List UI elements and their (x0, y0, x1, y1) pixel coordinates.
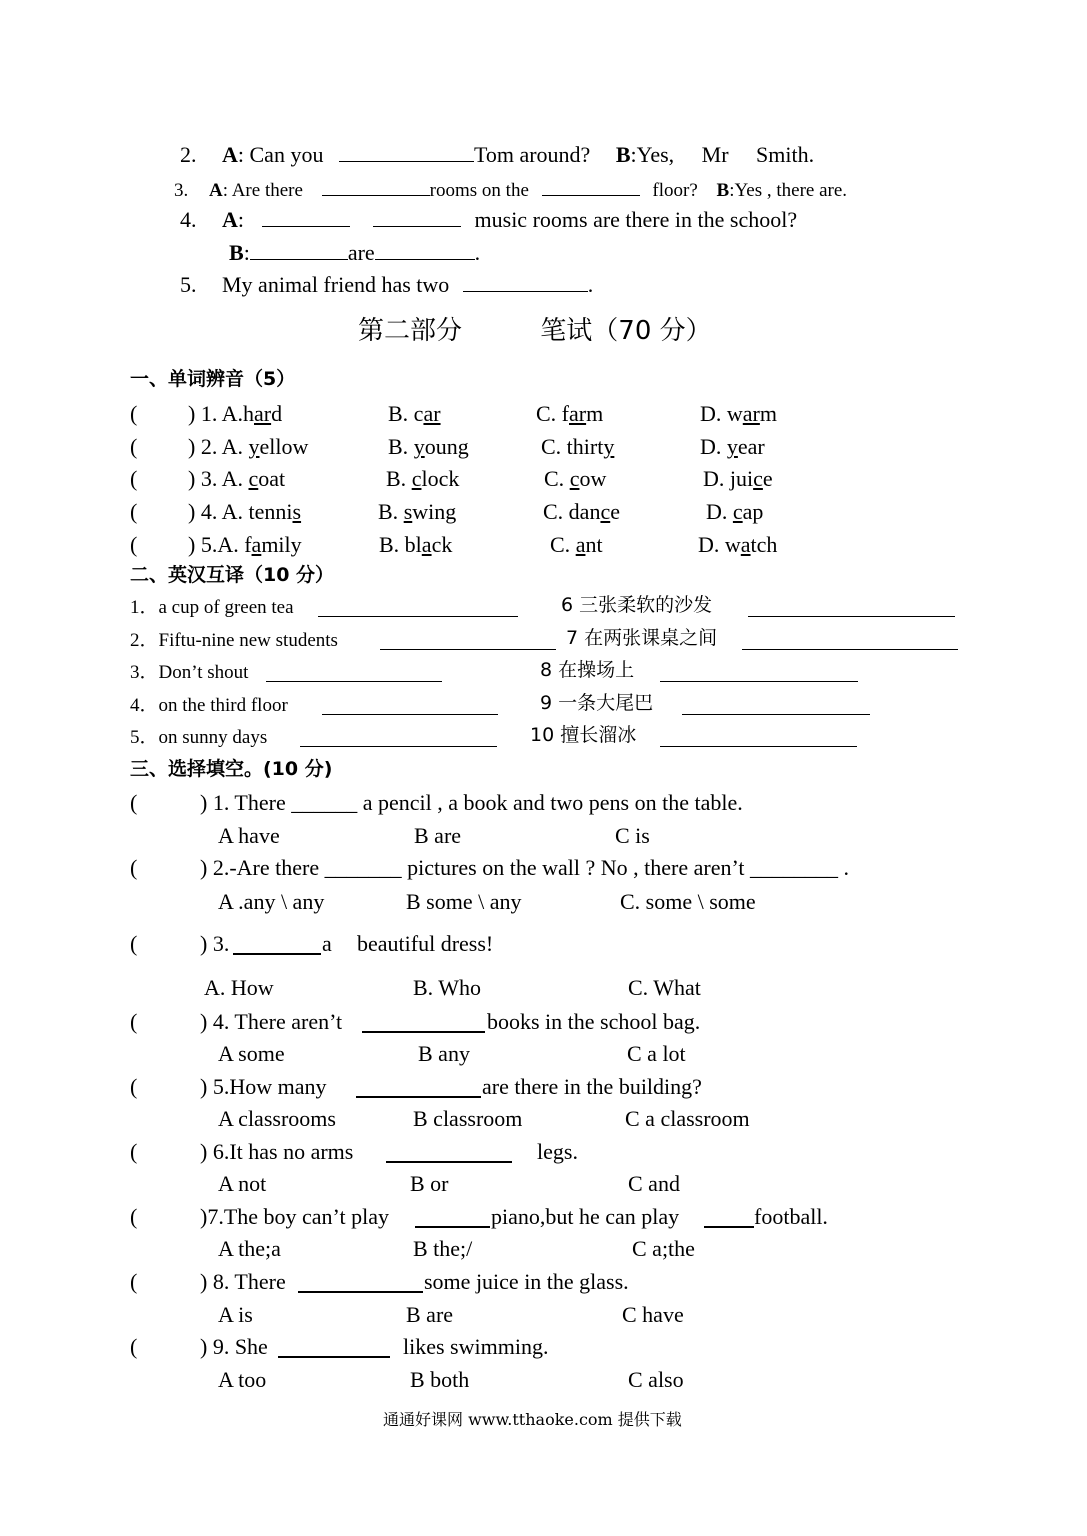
answer-paren[interactable]: ( (130, 855, 138, 880)
underlined-letters: y (248, 434, 260, 459)
underlined-letters: y (603, 434, 615, 459)
q-number: 5. (180, 272, 197, 297)
listening-q4-reply (229, 241, 480, 264)
word-part: ck (431, 532, 453, 557)
question-text: piano,but he can play (491, 1204, 680, 1229)
reply-text: Mr (701, 142, 729, 167)
option-b (379, 534, 452, 556)
translate-item-cn: 9 一条大尾巴 (540, 692, 654, 714)
pronunciation-row (130, 468, 830, 492)
word-part: B. (378, 499, 404, 524)
underlined-letters: s (292, 499, 302, 524)
question-text: a (322, 931, 332, 956)
q-number: ) 5.A. (188, 532, 239, 557)
translate-item-cn: 7 在两张课桌之间 (566, 627, 718, 649)
translate-item-en: 1．a cup of green tea (130, 597, 294, 618)
word-part: C. (544, 466, 570, 491)
option-b (388, 436, 469, 458)
option-b (388, 403, 441, 425)
option-a (188, 534, 302, 556)
word-part: ow (579, 466, 607, 491)
underlined-letters: s (403, 499, 413, 524)
choice-option-c[interactable]: C and (628, 1171, 680, 1196)
choice-option-c[interactable]: C a lot (627, 1041, 686, 1066)
answer-blank[interactable] (375, 241, 475, 260)
word-part: D. w (700, 401, 743, 426)
choice-option-b[interactable]: B classroom (413, 1106, 523, 1131)
pronunciation-row (130, 403, 830, 427)
underlined-letters: c (248, 466, 259, 491)
translate-item-en: 3．Don’t shout (130, 662, 249, 683)
question-text: ) 5.How many (200, 1074, 327, 1099)
word-part: nt (585, 532, 603, 557)
part2-heading (358, 318, 712, 344)
question-text: ) 3. (200, 931, 230, 956)
word-part: m (759, 401, 777, 426)
answer-blank[interactable] (373, 208, 461, 227)
word-part: D. (706, 499, 733, 524)
choice-option-a[interactable]: A. How (204, 975, 274, 1000)
option-d (698, 534, 777, 556)
word-part: mily (261, 532, 302, 557)
reply-text: :Yes, (630, 142, 675, 167)
option-a (188, 501, 301, 523)
choice-option-a[interactable]: A .any \ any (218, 889, 325, 914)
section3-title: 三、选择填空。(10 分) (130, 758, 333, 780)
q-number: ) 2. A. (188, 434, 243, 459)
choice-option-a[interactable]: A some (218, 1041, 285, 1066)
question-text: are there in the building? (482, 1074, 702, 1099)
answer-paren[interactable]: ( (130, 466, 138, 491)
choice-option-a[interactable]: A too (218, 1367, 267, 1392)
answer-paren[interactable]: ( (130, 1334, 138, 1359)
choice-option-b[interactable]: B some \ any (406, 889, 522, 914)
speaker-b: B (716, 180, 730, 201)
question-text: beautiful dress! (357, 931, 494, 956)
translate-item-cn: 8 在操场上 (540, 659, 635, 681)
word-part: B. (388, 434, 414, 459)
word-part: D. w (698, 532, 741, 557)
answer-blank[interactable] (322, 177, 430, 196)
translation-blank[interactable] (742, 648, 958, 650)
word-part: D. (700, 434, 727, 459)
choice-option-c[interactable]: C a;the (632, 1236, 695, 1261)
word-part: lock (421, 466, 460, 491)
translate-item-cn: 6 三张柔软的沙发 (561, 594, 713, 616)
answer-paren[interactable]: ( (130, 1204, 138, 1229)
choice-option-a[interactable]: A not (218, 1171, 267, 1196)
word-part: f (238, 532, 252, 557)
question-text: ) 6.It has no arms (200, 1139, 354, 1164)
option-b (378, 501, 456, 523)
underlined-letters: ar (569, 401, 587, 426)
choice-option-a[interactable]: A have (218, 823, 280, 848)
reply-text: Smith. (756, 142, 815, 167)
q-text: My animal friend has two (222, 272, 450, 297)
reply-text: : (243, 240, 250, 265)
q-text: rooms on the (429, 180, 529, 201)
choice-option-a[interactable]: A classrooms (218, 1106, 336, 1131)
choice-option-b[interactable]: B or (410, 1171, 449, 1196)
section1-title: 一、单词辨音（5） (130, 368, 296, 390)
choice-option-c[interactable]: C. some \ some (620, 889, 756, 914)
choice-option-b[interactable]: B are (414, 823, 462, 848)
option-a (188, 468, 285, 490)
q-text: Tom around? (473, 142, 591, 167)
answer-blank[interactable] (704, 1225, 754, 1228)
translation-blank[interactable] (322, 713, 498, 715)
answer-blank[interactable] (278, 1355, 390, 1358)
q-number: ) 4. A. (188, 499, 243, 524)
q-number: ) 1. A. (188, 401, 243, 426)
translate-item-en: 4．on the third floor (130, 695, 288, 716)
underlined-letters: ar (423, 401, 441, 426)
word-part: m (586, 401, 604, 426)
speaker-a: A (222, 207, 238, 232)
underlined-letters: a (575, 532, 586, 557)
question-text: )7.The boy can’t play (200, 1204, 389, 1229)
q-text: : Can you (237, 142, 324, 167)
underlined-letters: a (740, 532, 751, 557)
answer-paren[interactable]: ( (130, 532, 138, 557)
question-text: ) 4. There aren’t (200, 1009, 343, 1034)
q-text: : Are there (222, 180, 303, 201)
word-part: d (271, 401, 283, 426)
question-text: likes swimming. (403, 1334, 549, 1359)
answer-paren[interactable]: ( (130, 1139, 138, 1164)
underlined-letters: y (413, 434, 425, 459)
answer-blank[interactable] (339, 143, 474, 162)
option-c (544, 468, 606, 490)
choice-option-a[interactable]: A the;a (218, 1236, 281, 1261)
answer-blank[interactable] (463, 273, 588, 292)
footer-text: 通通好课网 www.tthaoke.com 提供下载 (383, 1410, 682, 1429)
translate-item-en: 2．Fiftu-nine new students (130, 630, 338, 651)
translation-blank[interactable] (300, 745, 497, 747)
q-text: : (237, 207, 245, 232)
answer-paren[interactable]: ( (130, 401, 138, 426)
answer-blank[interactable] (250, 241, 348, 260)
choice-option-c[interactable]: C is (615, 823, 650, 848)
listening-q4 (180, 208, 797, 231)
answer-paren[interactable]: ( (130, 499, 138, 524)
q-number: 4. (180, 207, 197, 232)
answer-blank[interactable] (233, 952, 321, 955)
pronunciation-row (130, 534, 830, 558)
underlined-letters: y (726, 434, 738, 459)
underlined-letters: c (732, 499, 743, 524)
word-part: tch (750, 532, 778, 557)
answer-blank[interactable] (298, 1290, 423, 1293)
part2-label: 第二部分 (358, 316, 463, 346)
listening-q5 (180, 273, 593, 296)
word-part: B. bl (379, 532, 422, 557)
answer-blank[interactable] (356, 1095, 481, 1098)
word-part: wing (412, 499, 457, 524)
translation-blank[interactable] (380, 648, 556, 650)
word-part: B. (386, 466, 412, 491)
reply-text: are (347, 240, 375, 265)
translation-blank[interactable] (318, 615, 518, 617)
speaker-a: A (209, 180, 223, 201)
reply-text: :Yes , there are. (729, 180, 848, 201)
word-part: B. c (388, 401, 424, 426)
option-d (703, 468, 773, 490)
question-text: books in the school bag. (487, 1009, 701, 1034)
option-c (541, 436, 614, 458)
speaker-b: B (615, 142, 631, 167)
answer-paren[interactable]: ( (130, 434, 138, 459)
option-c (550, 534, 603, 556)
underlined-letters: c (600, 499, 611, 524)
q-text: music rooms are there in the school? (474, 207, 798, 232)
answer-blank[interactable] (386, 1160, 512, 1163)
underlined-letters: a (421, 532, 432, 557)
answer-paren[interactable]: ( (130, 1269, 138, 1294)
speaker-b: B (229, 240, 244, 265)
q-number: ) 3. A. (188, 466, 243, 491)
choice-option-a[interactable]: A is (218, 1302, 253, 1327)
word-part: oung (424, 434, 469, 459)
pronunciation-row (130, 436, 830, 460)
answer-blank[interactable] (542, 177, 640, 196)
translate-item-cn: 10 擅长溜冰 (530, 724, 637, 746)
translation-blank[interactable] (682, 713, 870, 715)
word-part: ellow (259, 434, 309, 459)
underlined-letters: ar (742, 401, 760, 426)
choice-option-b[interactable]: B are (406, 1302, 454, 1327)
option-c (543, 501, 620, 523)
choice-option-c[interactable]: C also (628, 1367, 684, 1392)
underlined-letters: ar (254, 401, 272, 426)
question-text: ) 1. There ______ a pencil , a book and two pens on the table. (200, 790, 743, 815)
q-number: 2. (180, 142, 197, 167)
word-part: D. jui (703, 466, 754, 491)
question-text: football. (754, 1204, 828, 1229)
reply-text: . (474, 240, 481, 265)
question-text: ) 9. She (200, 1334, 268, 1359)
translate-item-en: 5．on sunny days (130, 727, 268, 748)
q-text: floor? (652, 180, 698, 201)
translation-blank[interactable] (660, 680, 858, 682)
word-part: tenni (243, 499, 293, 524)
word-part: e (610, 499, 620, 524)
choice-option-b[interactable]: B both (410, 1367, 470, 1392)
option-b (386, 468, 459, 490)
listening-q2 (180, 143, 814, 166)
option-d (706, 501, 763, 523)
speaker-a: A (222, 142, 238, 167)
underlined-letters: a (251, 532, 262, 557)
answer-blank[interactable] (362, 1030, 485, 1033)
question-text: ) 2.-Are there _______ pictures on the wall ? No , there aren’t ________ . (200, 855, 850, 880)
answer-paren[interactable]: ( (130, 790, 138, 815)
translation-blank[interactable] (660, 745, 857, 747)
word-part: ear (737, 434, 765, 459)
q-text: . (587, 272, 594, 297)
answer-paren[interactable]: ( (130, 931, 138, 956)
word-part: C. dan (543, 499, 601, 524)
word-part: ap (742, 499, 764, 524)
question-text: some juice in the glass. (424, 1269, 629, 1294)
translation-blank[interactable] (266, 680, 442, 682)
pronunciation-row (130, 501, 830, 525)
choice-option-c[interactable]: C have (622, 1302, 684, 1327)
choice-option-c[interactable]: C a classroom (625, 1106, 750, 1131)
word-part: oat (258, 466, 286, 491)
q-number: 3. (174, 180, 189, 201)
answer-blank[interactable] (415, 1225, 490, 1228)
option-c (536, 403, 603, 425)
section2-title: 二、英汉互译（10 分） (130, 564, 335, 586)
answer-blank[interactable] (262, 208, 350, 227)
underlined-letters: c (411, 466, 422, 491)
word-part: C. thirt (541, 434, 604, 459)
answer-paren[interactable]: ( (130, 1074, 138, 1099)
question-text: ) 8. There (200, 1269, 286, 1294)
option-a (188, 403, 282, 425)
word-part: C. (550, 532, 576, 557)
question-text: legs. (537, 1139, 578, 1164)
part2-score: 笔试（70 分） (540, 316, 712, 346)
translation-blank[interactable] (748, 615, 955, 617)
word-part: h (243, 401, 254, 426)
choice-option-b[interactable]: B any (418, 1041, 470, 1066)
choice-option-b[interactable]: B the;/ (413, 1236, 473, 1261)
word-part: C. f (536, 401, 569, 426)
answer-paren[interactable]: ( (130, 1009, 138, 1034)
option-d (700, 403, 777, 425)
word-part: e (762, 466, 773, 491)
underlined-letters: c (753, 466, 763, 491)
choice-option-c[interactable]: C. What (628, 975, 701, 1000)
underlined-letters: c (569, 466, 580, 491)
option-a (188, 436, 308, 458)
choice-option-b[interactable]: B. Who (413, 975, 482, 1000)
option-d (700, 436, 765, 458)
listening-q3 (174, 177, 847, 200)
